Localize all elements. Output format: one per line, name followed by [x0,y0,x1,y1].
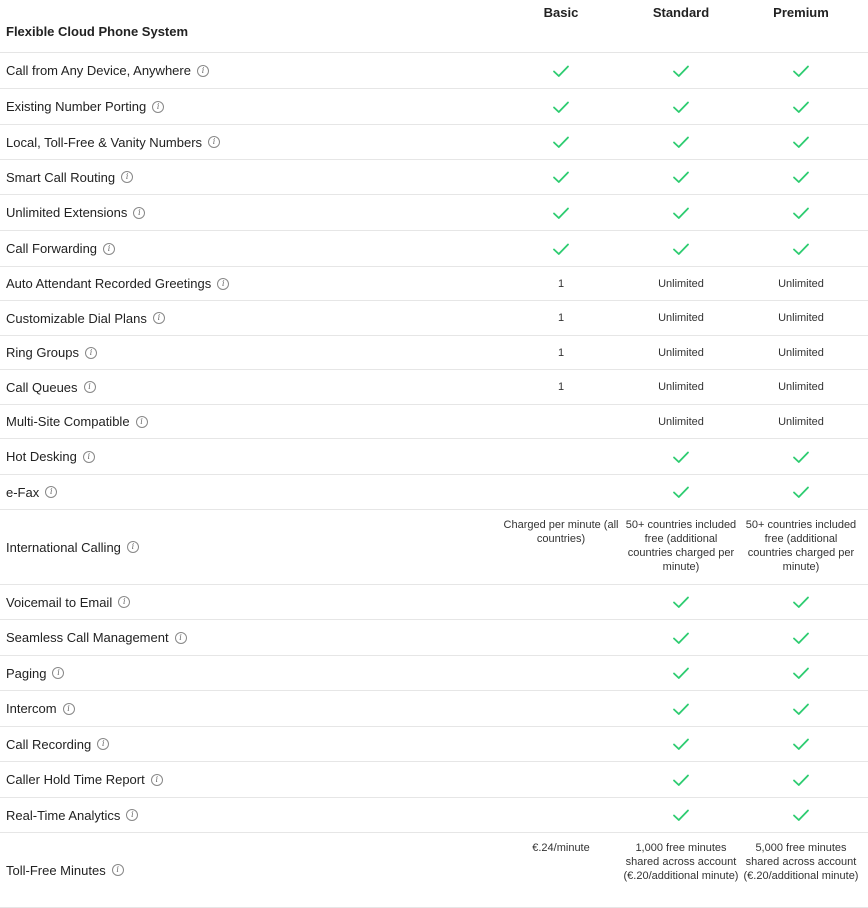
cell-value: Unlimited [658,312,704,324]
info-icon[interactable]: i [85,347,97,359]
cell-standard [622,195,740,230]
check-icon [672,773,690,787]
cell-premium [742,89,860,124]
check-icon [552,100,570,114]
check-icon [672,450,690,464]
check-icon [792,666,810,680]
table-row [0,336,868,370]
feature-label: Unlimited Extensions [6,205,128,220]
table-row [0,53,868,89]
feature-name [6,620,187,655]
info-icon[interactable]: i [217,278,229,290]
info-icon[interactable]: i [208,136,220,148]
cell-value: Charged per minute (all countries) [503,519,619,545]
feature-label: Smart Call Routing [6,169,116,185]
cell-basic [502,727,620,761]
feature-name [6,195,145,230]
comparison-header [0,0,868,53]
cell-premium [742,833,860,907]
feature-name [6,762,163,797]
table-row [0,195,868,231]
cell-premium [742,762,860,797]
cell-value: Unlimited [778,277,824,290]
check-icon [792,170,810,184]
check-icon [792,595,810,609]
info-icon[interactable]: i [151,774,163,786]
table-row [0,405,868,439]
info-icon[interactable]: i [133,207,145,219]
feature-label: Auto Attendant Recorded Greetings [6,276,212,291]
cell-standard [622,439,740,474]
cell-premium [742,727,860,761]
cell-value: Unlimited [778,312,824,324]
info-icon[interactable]: i [175,632,187,644]
feature-label: Ring Groups [6,345,79,360]
table-row [0,585,868,620]
table-row [0,231,868,267]
info-icon[interactable]: i [197,65,209,77]
check-icon [672,206,690,220]
cell-value: 1,000 free minutes shared across account (€.20/additional minute) [623,842,739,882]
cell-standard [622,510,740,584]
feature-label: Paging [6,665,47,681]
cell-value: Unlimited [778,381,824,393]
table-row [0,798,868,833]
check-icon [552,64,570,78]
check-icon [792,773,810,787]
feature-name [6,405,148,438]
feature-label: Intercom [6,701,57,716]
cell-premium [742,301,860,335]
cell-premium [742,405,860,438]
table-row [0,475,868,510]
cell-basic [502,439,620,474]
feature-name [6,267,229,300]
cell-standard [622,475,740,509]
check-icon [792,64,810,78]
feature-label: Seamless Call Management [6,630,169,645]
cell-value: 1 [557,381,565,393]
feature-label: Toll-Free Minutes [6,862,106,878]
cell-standard [622,762,740,797]
check-icon [672,737,690,751]
cell-value: 1 [557,277,565,290]
feature-name [6,125,220,159]
check-icon [672,631,690,645]
check-icon [792,808,810,822]
feature-label: Local, Toll-Free & Vanity Numbers [6,134,203,150]
check-icon [792,100,810,114]
cell-value: Unlimited [658,415,704,428]
table-row [0,439,868,475]
feature-label: e-Fax [6,484,40,500]
check-icon [672,666,690,680]
info-icon[interactable]: i [84,381,96,393]
cell-standard [622,833,740,907]
cell-basic [502,620,620,655]
cell-premium [742,439,860,474]
cell-basic [502,585,620,619]
cell-basic [502,267,620,300]
feature-label: Caller Hold Time Report [6,772,145,787]
check-icon [792,737,810,751]
cell-basic [502,762,620,797]
table-row [0,727,868,762]
cell-standard [622,160,740,194]
cell-value: Unlimited [658,381,704,393]
info-icon[interactable]: i [136,416,148,428]
table-row [0,267,868,301]
cell-value: 50+ countries included free (additional countries charged per minute) [745,519,857,573]
check-icon [552,242,570,256]
table-row [0,160,868,195]
cell-standard [622,691,740,726]
cell-premium [742,267,860,300]
cell-premium [742,336,860,369]
feature-name [6,53,209,88]
cell-standard [622,405,740,438]
check-icon [792,631,810,645]
feature-label: Multi-Site Compatible [6,414,130,429]
check-icon [672,135,690,149]
cell-standard [622,798,740,832]
feature-name [6,727,109,761]
feature-name [6,798,138,832]
cell-premium [742,620,860,655]
info-icon[interactable]: i [112,864,124,876]
feature-name [6,301,165,335]
check-icon [552,135,570,149]
check-icon [672,100,690,114]
info-icon[interactable]: i [97,738,109,750]
check-icon [792,485,810,499]
table-row [0,125,868,160]
feature-name [6,691,75,726]
cell-value: Unlimited [658,277,704,290]
check-icon [552,170,570,184]
feature-label: Call Recording [6,736,92,752]
cell-standard [622,89,740,124]
feature-name [6,439,95,474]
cell-standard [622,301,740,335]
feature-name [6,656,64,690]
feature-name [6,510,139,584]
cell-premium [742,798,860,832]
table-row [0,620,868,656]
table-row [0,510,868,585]
cell-standard [622,620,740,655]
plan-premium-heading: Premium [773,5,829,20]
cell-value: Unlimited [658,346,704,359]
cell-basic [502,53,620,88]
cell-basic [502,160,620,194]
cell-value: €.24/minute [532,842,590,854]
cell-basic [502,231,620,266]
feature-name [6,336,97,369]
cell-basic [502,833,620,907]
check-icon [672,242,690,256]
feature-label: Existing Number Porting [6,99,147,114]
cell-basic [502,405,620,438]
feature-name [6,370,96,404]
table-row [0,656,868,691]
cell-basic [502,195,620,230]
table-row [0,89,868,125]
feature-label: Voicemail to Email [6,594,113,610]
check-icon [672,170,690,184]
info-icon[interactable]: i [121,171,133,183]
info-icon[interactable]: i [153,312,165,324]
feature-label: Call Queues [6,379,78,395]
cell-premium [742,510,860,584]
cell-premium [742,370,860,404]
cell-value: Unlimited [778,415,824,428]
info-icon[interactable]: i [52,667,64,679]
table-row [0,691,868,727]
feature-name [6,160,133,194]
cell-basic [502,125,620,159]
cell-value: 1 [557,312,565,324]
check-icon [792,242,810,256]
table-row [0,762,868,798]
check-icon [792,206,810,220]
cell-basic [502,691,620,726]
info-icon[interactable]: i [152,101,164,113]
info-icon[interactable]: i [126,809,138,821]
feature-label: Call from Any Device, Anywhere [6,63,191,78]
check-icon [672,595,690,609]
cell-premium [742,656,860,690]
cell-premium [742,475,860,509]
info-icon[interactable]: i [45,486,57,498]
cell-standard [622,125,740,159]
cell-basic [502,798,620,832]
feature-name [6,833,124,907]
cell-basic [502,510,620,584]
cell-standard [622,727,740,761]
feature-name [6,475,57,509]
check-icon [672,808,690,822]
info-icon[interactable]: i [118,596,130,608]
cell-basic [502,370,620,404]
feature-label: Customizable Dial Plans [6,310,147,326]
cell-premium [742,585,860,619]
cell-premium [742,691,860,726]
check-icon [672,702,690,716]
feature-label: Real-Time Analytics [6,807,121,823]
cell-basic [502,656,620,690]
feature-name [6,231,115,266]
plan-basic-heading: Basic [543,5,579,20]
table-row [0,301,868,336]
feature-name [6,89,164,124]
cell-value: 5,000 free minutes shared across account (€.20/additional minute) [743,842,859,882]
table-row [0,370,868,405]
info-icon[interactable]: i [127,541,139,553]
check-icon [672,485,690,499]
cell-standard [622,585,740,619]
cell-premium [742,231,860,266]
cell-standard [622,656,740,690]
cell-basic [502,475,620,509]
cell-premium [742,195,860,230]
cell-premium [742,160,860,194]
feature-label: International Calling [6,539,121,555]
info-icon[interactable]: i [103,243,115,255]
cell-basic [502,336,620,369]
info-icon[interactable]: i [83,451,95,463]
cell-standard [622,231,740,266]
check-icon [552,206,570,220]
check-icon [792,702,810,716]
cell-standard [622,336,740,369]
cell-value: Unlimited [778,346,824,359]
plan-standard-heading: Standard [652,5,710,20]
info-icon[interactable]: i [63,703,75,715]
cell-premium [742,125,860,159]
feature-label: Call Forwarding [6,241,98,256]
cell-basic [502,89,620,124]
cell-value: 1 [557,346,565,359]
cell-standard [622,370,740,404]
check-icon [792,135,810,149]
feature-label: Hot Desking [6,449,77,464]
check-icon [792,450,810,464]
cell-standard [622,53,740,88]
table-row [0,833,868,908]
cell-premium [742,53,860,88]
cell-standard [622,267,740,300]
cell-value: 50+ countries included free (additional countries charged per minute) [625,519,737,573]
check-icon [672,64,690,78]
feature-name [6,585,130,619]
cell-basic [502,301,620,335]
section-title: Flexible Cloud Phone System [6,24,189,39]
